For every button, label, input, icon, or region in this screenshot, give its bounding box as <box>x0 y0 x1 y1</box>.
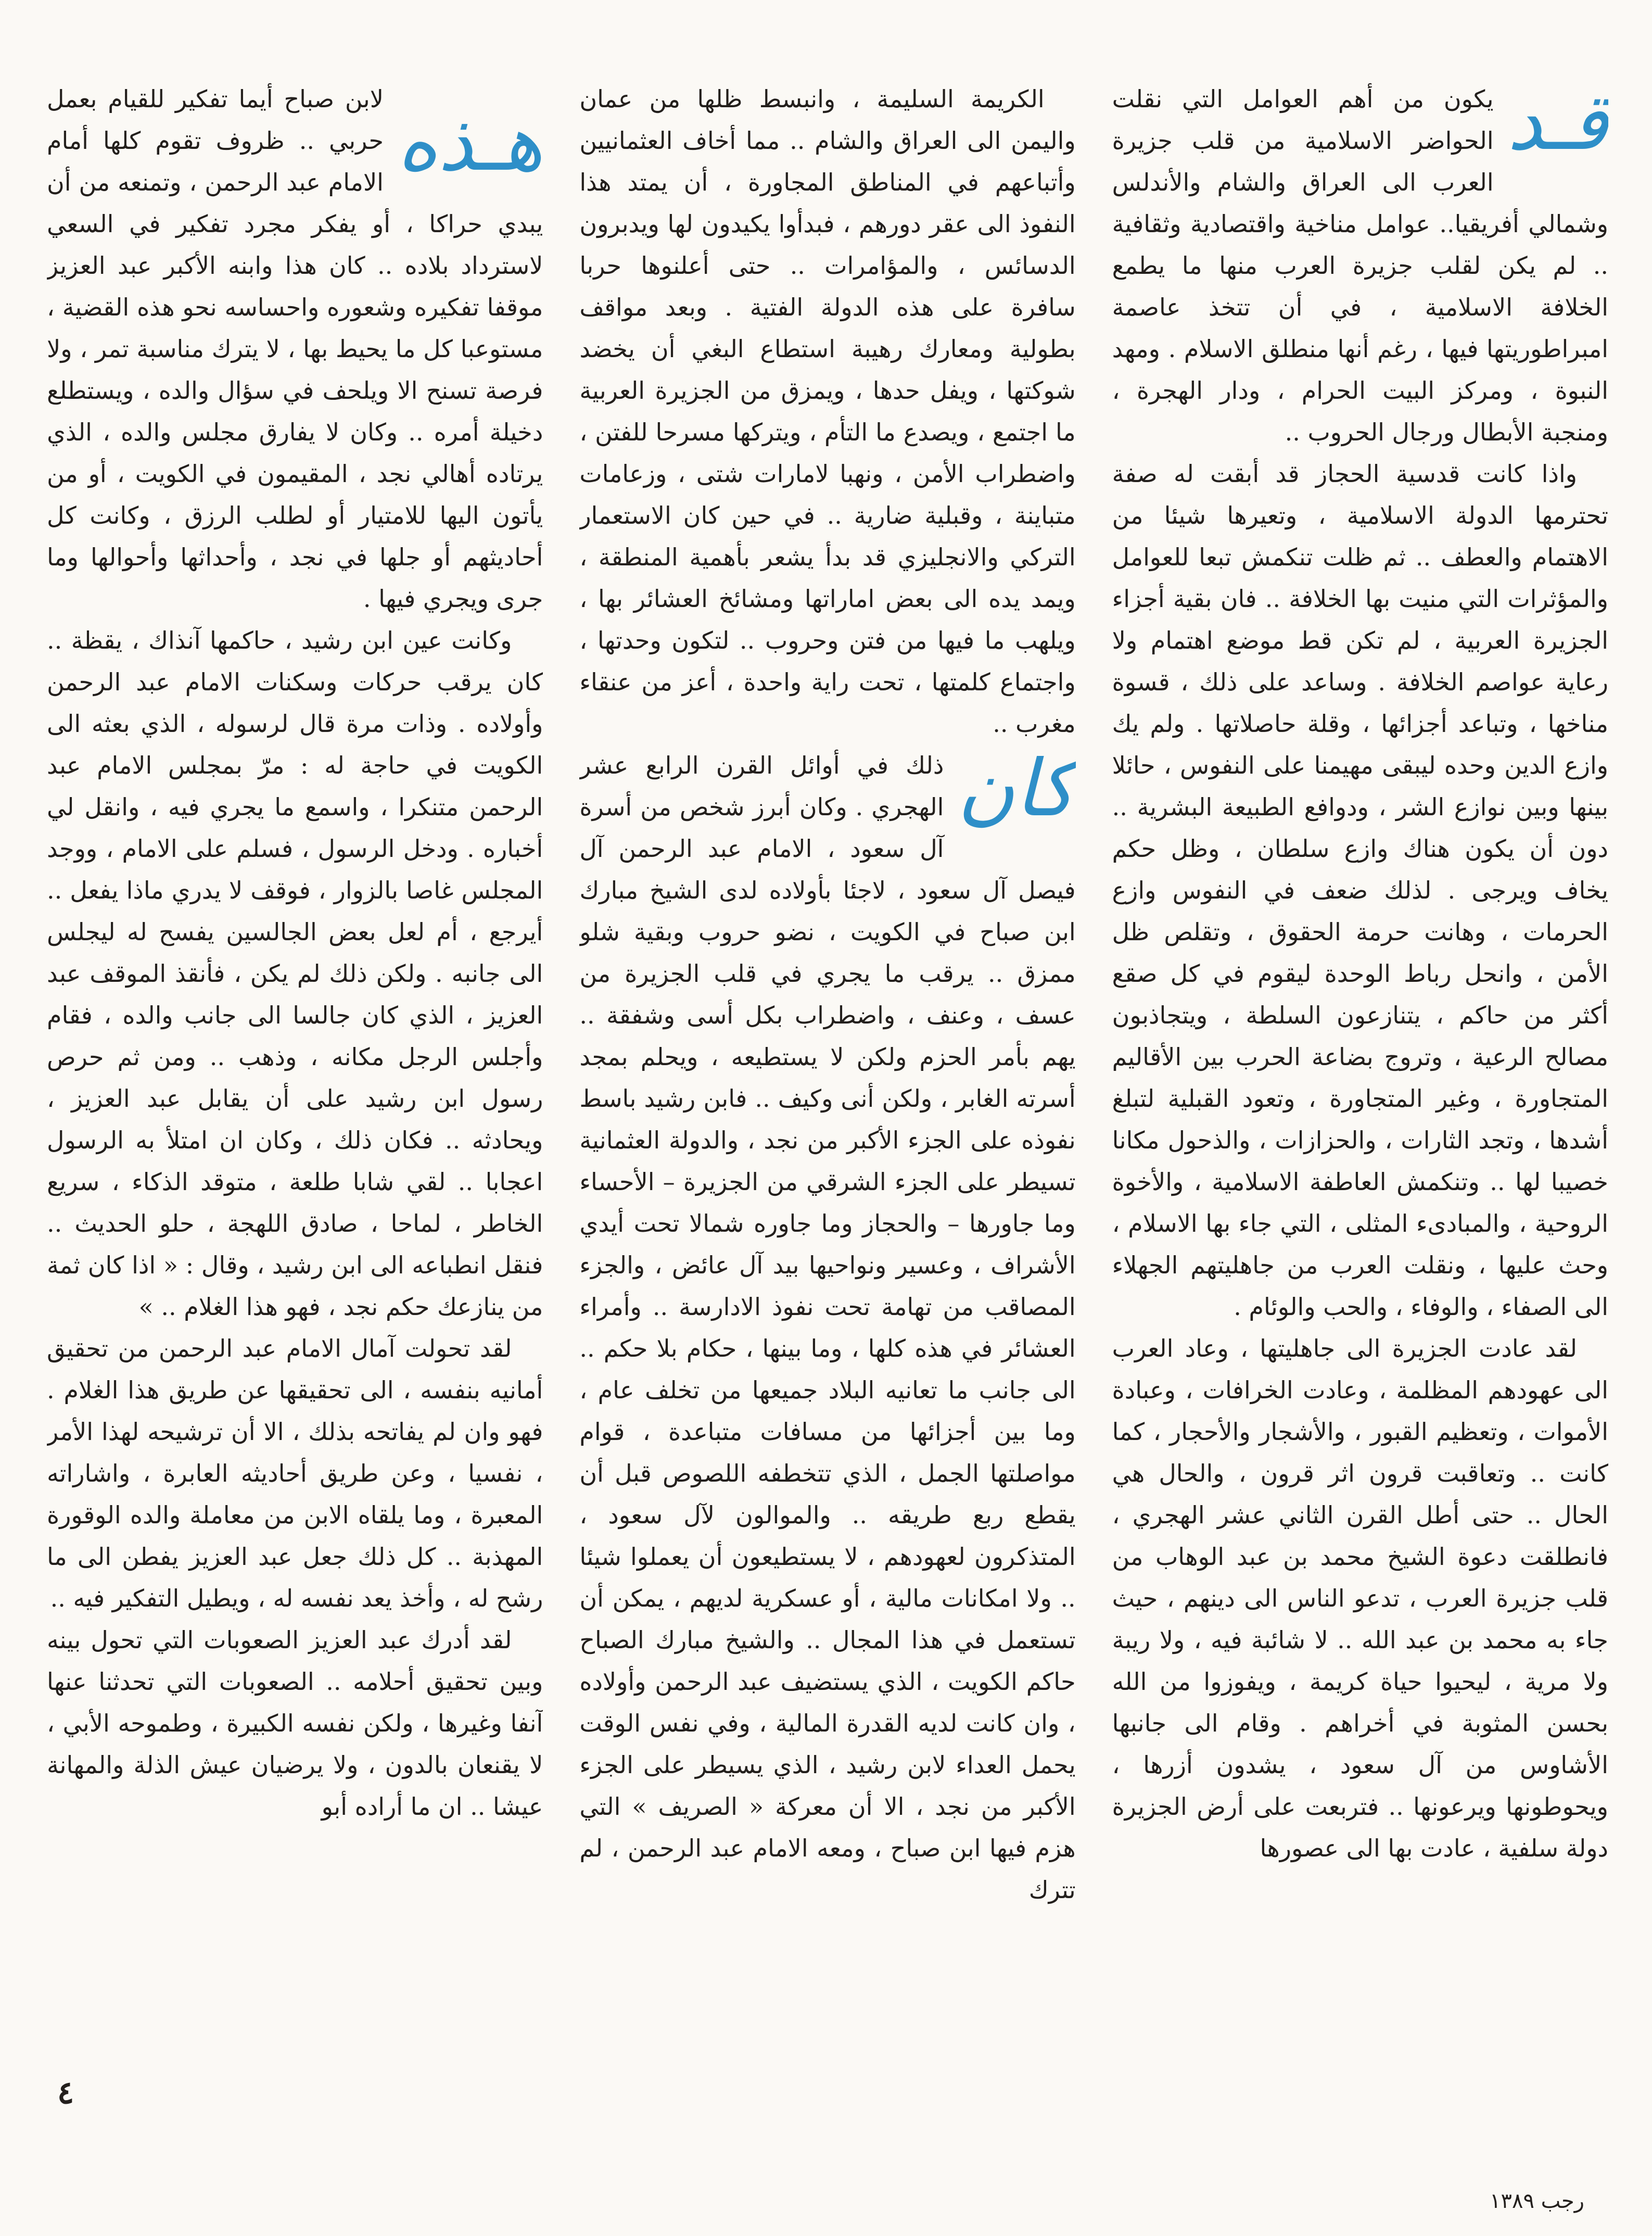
dropcap-hadhihi: هـذه <box>397 98 543 188</box>
paragraph: وكانت عين ابن رشيد ، حاكمها آنذاك ، يقظة .. كان يرقب حركات وسكنات الامام عبد الرحمن وأولاده . وذات مرة قال لرسوله ، الذي بعثه الى الكويت في حاجة له : مرّ بمجلس الامام عبد الرحمن متنكرا ، واسمع ما يجري فيه ، وانقل لي أخباره . ودخل الرسول ، فسلم على الامام ، ووجد المجلس غاصا بالزوار ، فوقف لا يدري ماذا يفعل .. أيرجع ، أم لعل بعض الجالسين يفسح له ليجلس الى جانبه . ولكن ذلك لم يكن ، فأنقذ الموقف عبد العزيز ، الذي كان جالسا الى جانب والده ، فقام وأجلس الرجل مكانه ، وذهب .. ومن ثم حرص رسول ابن رشيد على أن يقابل عبد العزيز ، ويحادثه .. فكان ذلك ، وكان ان امتلأ به الرسول اعجابا .. لقي شابا طلعة ، متوقد الذكاء ، سريع الخاطر ، لماحا ، صادق اللهجة ، حلو الحديث .. فنقل انطباعه الى ابن رشيد ، وقال : « اذا كان ثمة من ينازعك حكم نجد ، فهو هذا الغلام .. » <box>47 626 543 1321</box>
dropcap-qad: قـد <box>1507 78 1608 168</box>
paragraph: لقد تحولت آمال الامام عبد الرحمن من تحقيق أمانيه بنفسه ، الى تحقيقها عن طريق هذا الغلام . فهو وان لم يفاتحه بذلك ، الا أن ترشيحه لهذا الأمر ، نفسيا ، وعن طريق أحاديثه العابرة ، واشاراته المعبرة ، وما يلقاه الابن من معاملة والده الوقورة المهذبة .. كل ذلك جعل عبد العزيز يفطن الى ما رشح له ، وأخذ يعد نفسه له ، ويطيل التفكير فيه .. <box>47 1334 543 1612</box>
paragraph: الكريمة السليمة ، وانبسط ظلها من عمان واليمن الى العراق والشام .. مما أخاف العثمانيين وأتباعهم في المناطق المجاورة ، أن يمتد هذا النفوذ الى عقر دورهم ، فبدأوا يكيدون لها ويدبرون الدسائس ، والمؤامرات .. حتى أعلنوها حربا سافرة على هذه الدولة الفتية . وبعد مواقف بطولية ومعارك رهيبة استطاع البغي أن يخضد شوكتها ، ويفل حدها ، ويمزق من الجزيرة العربية ما اجتمع ، ويصدع ما التأم ، ويتركها مسرحا للفتن ، واضطراب الأمن ، ونهبا لامارات شتى ، وزعامات متباينة ، وقبلية ضارية .. في حين كان الاستعمار التركي والانجليزي قد بدأ يشعر بأهمية المنطقة ، ويمد يده الى بعض اماراتها ومشائخ العشائر بها ، ويلهب ما فيها من فتن وحروب .. لتكون وحدتها ، واجتماع كلمتها ، تحت راية واحدة ، أعز من عنقاء مغرب .. <box>579 85 1076 738</box>
article-columns <box>47 78 1608 2119</box>
dropcap-kana: كان <box>957 743 1076 834</box>
paragraph: ذلك في أوائل القرن الرابع عشر الهجري . وكان أبرز شخص من أسرة آل سعود ، الامام عبد الرحمن آل فيصل آل سعود ، لاجئا بأولاده لدى الشيخ مبارك ابن صباح في الكويت ، نضو حروب وبقية شلو ممزق .. يرقب ما يجري في قلب الجزيرة من عسف ، وعنف ، واضطراب بكل أسى وشفقة .. يهم بأمر الحزم ولكن لا يستطيعه ، ويحلم بمجد أسرته الغابر ، ولكن أنى وكيف .. فابن رشيد باسط نفوذه على الجزء الأكبر من نجد ، والدولة العثمانية تسيطر على الجزء الشرقي من الجزيرة – الأحساء وما جاورها – والحجاز وما جاوره شمالا تحت أيدي الأشراف ، وعسير ونواحيها بيد آل عائض ، والجزء المصاقب من تهامة تحت نفوذ الادارسة .. وأمراء العشائر في هذه كلها ، وما بينها ، حكام بلا حكم .. الى جانب ما تعانيه البلاد جميعها من تخلف عام ، وما بين أجزائها من مسافات متباعدة ، قوام مواصلتها الجمل ، الذي تتخطفه اللصوص قبل أن يقطع ربع طريقه .. والموالون لآل سعود ، المتذكرون لعهودهم ، لا يستطيعون أن يعملوا شيئا .. ولا امكانات مالية ، أو عسكرية لديهم ، يمكن أن تستعمل في هذا المجال .. والشيخ مبارك الصباح حاكم الكويت ، الذي يستضيف عبد الرحمن وأولاده ، وان كانت لديه القدرة المالية ، وفي نفس الوقت يحمل العداء لابن رشيد ، الذي يسيطر على الجزء الأكبر من نجد ، الا أن معركة « الصريف » التي هزم فيها ابن صباح ، ومعه الامام عبد الرحمن ، لم تترك <box>579 751 1076 1904</box>
paragraph: لقد عادت الجزيرة الى جاهليتها ، وعاد العرب الى عهودهم المظلمة ، وعادت الخرافات ، وعبادة الأموات ، وتعظيم القبور ، والأشجار والأحجار ، كما كانت .. وتعاقبت قرون اثر قرون ، والحال هي الحال .. حتى أطل القرن الثاني عشر الهجري ، فانطلقت دعوة الشيخ محمد بن عبد الوهاب من قلب جزيرة العرب ، تدعو الناس الى دينهم ، حيث جاء به محمد بن عبد الله .. لا شائبة فيه ، ولا ريبة ولا مرية ، ليحيوا حياة كريمة ، ويفوزوا من الله بحسن المثوبة في أخراهم . وقام الى جانبها الأشاوس من آل سعود ، يشدون أزرها ، ويحوطونها ويرعونها .. فتربعت على أرض الجزيرة دولة سلفية ، عادت بها الى عصورها <box>1112 1334 1608 1862</box>
paragraph: لابن صباح أيما تفكير للقيام بعمل حربي .. ظروف تقوم كلها أمام الامام عبد الرحمن ، وتمنعه من أن يبدي حراكا ، أو يفكر مجرد تفكير في السعي لاسترداد بلاده .. كان هذا وابنه الأكبر عبد العزيز موقفا تفكيره وشعوره واحساسه نحو هذه القضية ، مستوعبا كل ما يحيط بها ، لا يترك مناسبة تمر ، ولا فرصة تسنح الا ويلحف في سؤال والده ، ويستطلع دخيلة أمره .. وكان لا يفارق مجلس والده ، الذي يرتاده أهالي نجد ، المقيمون في الكويت ، أو من يأتون اليها للامتيار أو لطلب الرزق ، وكانت كل أحاديثهم أو جلها في نجد ، وأحداثها وأحوالها وما جرى ويجري فيها . <box>47 85 543 613</box>
column-middle <box>579 78 1075 2119</box>
paragraph: لقد أدرك عبد العزيز الصعوبات التي تحول بينه وبين تحقيق أحلامه .. الصعوبات التي تحدثنا عنها آنفا وغيرها ، ولكن نفسه الكبيرة ، وطموحه الأبي ، لا يقنعان بالدون ، ولا يرضيان عيش الذلة والمهانة عيشا .. ان ما أراده أبو <box>47 1626 543 1821</box>
paragraph: يكون من أهم العوامل التي نقلت الحواضر الاسلامية من قلب جزيرة العرب الى العراق والشام والأندلس وشمالي أفريقيا.. عوامل مناخية واقتصادية وثقافية .. لم يكن لقلب جزيرة العرب منها ما يطمع الخلافة الاسلامية ، في أن تتخذ عاصمة امبراطوريتها فيها ، رغم أنها منطلق الاسلام . ومهد النبوة ، ومركز البيت الحرام ، ودار الهجرة ، ومنجبة الأبطال ورجال الحروب .. <box>1112 85 1608 446</box>
column-right <box>1112 78 1608 2119</box>
issue-date: رجب ١٣٨٩ <box>1490 2189 1584 2213</box>
paragraph: واذا كانت قدسية الحجاز قد أبقت له صفة تحترمها الدولة الاسلامية ، وتعيرها شيئا من الاهتمام والعطف .. ثم ظلت تنكمش تبعا للعوامل والمؤثرات التي منيت بها الخلافة .. فان بقية أجزاء الجزيرة العربية ، لم تكن قط موضع اهتمام ولا رعاية عواصم الخلافة . وساعد على ذلك ، قسوة مناخها ، وتباعد أجزائها ، وقلة حاصلاتها . ولم يك وازع الدين وحده ليبقى مهيمنا على النفوس ، حائلا بينها وبين نوازع الشر ، ودوافع الطبيعة البشرية .. دون أن يكون هناك وازع سلطان ، وظل حكم يخاف ويرجى . لذلك ضعف في النفوس وازع الحرمات ، وهانت حرمة الحقوق ، وتقلص ظل الأمن ، وانحل رباط الوحدة ليقوم في كل صقع أكثر من حاكم ، يتنازعون السلطة ، ويتجاذبون مصالح الرعية ، وتروج بضاعة الحرب بين الأقاليم المتجاورة ، وغير المتجاورة ، وتعود القبلية لتبلغ أشدها ، وتجد الثارات ، والحزازات ، والذحول مكانا خصيبا لها .. وتنكمش العاطفة الاسلامية ، والأخوة الروحية ، والمبادىء المثلى ، التي جاء بها الاسلام ، وحث عليها ، ونقلت العرب من جاهليتهم الجهلاء الى الصفاء ، والوفاء ، والحب والوئام . <box>1112 460 1608 1321</box>
page-number: ٤ <box>57 2075 74 2111</box>
column-left <box>47 78 543 2119</box>
